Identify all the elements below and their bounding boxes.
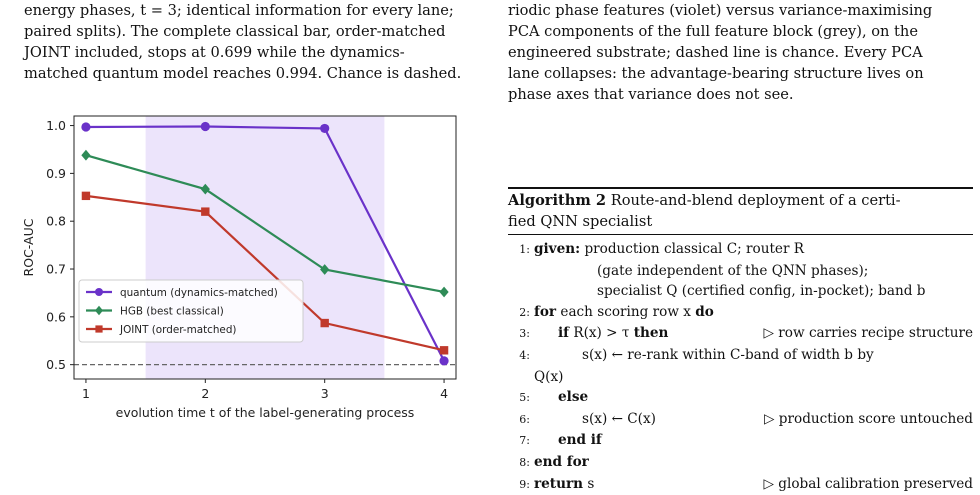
algorithm-comment: ▷ row carries recipe structure [763,325,973,342]
line-number: 3: [519,327,530,341]
caption-line: JOINT included, stops at 0.699 while the dynamics- [24,44,405,61]
x-tick-label: 4 [440,386,449,401]
legend-marker [95,325,102,332]
line-content [534,454,589,470]
data-point [320,319,328,327]
algorithm-line [508,281,973,302]
y-tick-label: 0.6 [46,309,66,325]
x-axis-label: evolution time t of the label-generating process [115,405,415,420]
figure-caption-continuation [24,0,466,84]
left-column [0,0,470,443]
legend-label: quantum (dynamics-matched) [120,286,278,299]
algorithm-text: R(x) > τ [569,325,634,342]
line-content [534,476,594,492]
algorithm-keyword: do [695,303,714,320]
line-number: 4: [519,348,530,362]
algorithm-line [508,323,973,345]
algorithm-line [508,239,973,261]
line-number: 6: [519,412,530,426]
caption-line: paired splits). The complete classical bar, order-matched [24,23,446,40]
algorithm-title [508,189,973,235]
algorithm-line [508,409,973,431]
algorithm-box [508,187,973,495]
algorithm-title-text: fied QNN specialist [508,213,653,230]
line-content [534,283,926,299]
line-content [534,432,602,448]
line-content [534,411,656,427]
roc-auc-chart-svg [0,90,470,443]
caption-line: PCA components of the full feature block (grey), on the [508,23,918,40]
data-point [320,124,329,133]
algorithm-text: (gate independent of the QNN phases); [597,262,869,279]
algorithm-keyword: return [534,475,584,492]
algorithm-title-text: Route-and-blend deployment of a certi- [610,192,901,209]
y-axis-label: ROC-AUC [21,218,36,277]
line-number: 8: [519,455,530,469]
line-content [534,241,804,257]
algorithm-line [508,474,973,495]
data-point [201,207,209,215]
algorithm-keyword: for [534,303,557,320]
data-point [82,192,90,200]
legend-label: JOINT (order-matched) [120,323,237,336]
algorithm-line [508,345,973,367]
algorithm-body [508,235,973,495]
y-tick-label: 0.7 [46,261,66,277]
algorithm-keyword: if [558,325,570,342]
line-content [534,263,868,279]
y-tick-label: 0.5 [46,357,66,373]
caption-line: engineered substrate; dashed line is chance. Every PCA [508,44,923,61]
x-tick-label: 3 [320,386,329,401]
line-content [534,369,563,385]
line-content [534,347,874,363]
data-point [439,356,448,365]
y-tick-label: 0.9 [46,165,66,181]
caption-line: energy phases, t = 3; identical information for every lane; [24,2,454,19]
algorithm-keyword: end for [534,453,589,470]
algorithm-line [508,387,973,409]
x-tick-label: 1 [81,386,90,401]
legend-marker [95,288,103,296]
data-point [440,346,448,354]
line-content [534,325,668,341]
algorithm-comment: ▷ global calibration preserved [763,475,973,492]
data-point [81,150,90,161]
caption-line: phase axes that variance does not see. [508,86,794,103]
algorithm-text: Q(x) [534,368,564,385]
algorithm-text: specialist Q (certified config, in-pocket); band b [597,283,926,300]
line-content [534,304,714,320]
data-point [439,287,448,298]
algorithm-text: s(x) ← C(x) [582,410,656,427]
algorithm-line [508,261,973,282]
caption-line: lane collapses: the advantage-bearing structure lives on [508,65,924,82]
algorithm-line [508,430,973,452]
line-number: 7: [519,434,530,448]
algorithm-keyword: then [633,325,669,342]
algorithm-label: Algorithm 2 [508,192,607,209]
caption-line: matched quantum model reaches 0.994. Chance is dashed. [24,65,462,82]
algorithm-line [508,452,973,474]
line-number: 1: [519,243,530,256]
algorithm-text: s(x) ← re-rank within C-band of width b by [582,346,874,363]
right-column [508,0,973,492]
pca-figure-caption-continuation [508,0,970,105]
algorithm-text: each scoring row x [556,303,696,320]
algorithm-keyword: given: [534,241,581,257]
algorithm-keyword: else [558,389,589,406]
data-point [81,122,90,131]
line-number: 2: [519,305,530,319]
roc-auc-chart [0,90,470,443]
y-tick-label: 0.8 [46,213,66,229]
caption-line: riodic phase features (violet) versus variance-maximising [508,2,933,19]
line-number: 5: [519,391,530,405]
algorithm-text: s [583,475,595,492]
line-number: 9: [519,477,530,491]
y-tick-label: 1.0 [46,118,66,134]
algorithm-text: production classical C; router R [580,241,805,257]
legend-label: HGB (best classical) [120,305,224,318]
x-tick-label: 2 [201,386,210,401]
line-content [534,389,588,405]
algorithm-line [508,367,973,388]
algorithm-keyword: end if [558,432,602,449]
algorithm-comment: ▷ production score untouched [764,410,973,427]
algorithm-line [508,302,973,324]
data-point [201,122,210,131]
